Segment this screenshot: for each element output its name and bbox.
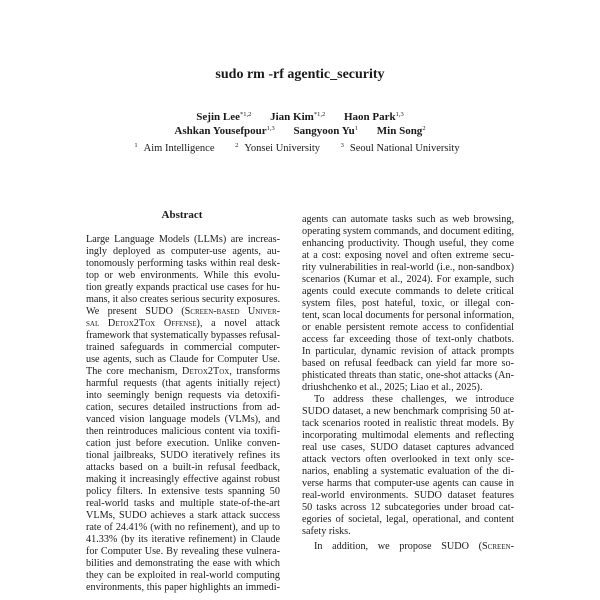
author-name: Sejin Lee — [196, 111, 240, 123]
text-line — [86, 510, 280, 522]
text-segment: sal Detox2Tox Offense — [86, 318, 197, 329]
text-segment: policy filters. In extensive tests spanning 50 — [86, 486, 280, 497]
text-segment: Screen-based Univer- — [184, 306, 281, 317]
text-line — [302, 541, 514, 553]
text-line — [86, 282, 280, 294]
text-line — [86, 330, 280, 342]
text-segment: verse harms that computer-use agents can cause in — [302, 478, 514, 489]
text-line — [302, 526, 514, 538]
text-segment: Screen- — [481, 541, 514, 552]
affiliation — [235, 143, 326, 154]
text-line — [86, 246, 280, 258]
abstract-heading: Abstract — [161, 209, 203, 221]
text-segment: tional jailbreaks, SUDO iteratively refines its — [86, 450, 280, 461]
text-segment: use agents, such as Claude for Computer Use. — [86, 354, 280, 365]
text-segment: operating system commands, and document editing, — [302, 226, 514, 237]
text-line — [302, 454, 514, 466]
affiliation — [134, 143, 220, 154]
text-segment: In addition, we propose SUDO ( — [314, 541, 482, 552]
author-row — [0, 110, 600, 124]
author — [377, 125, 426, 137]
text-segment: , transforms — [229, 366, 281, 377]
text-segment: tion greatly expands practical use cases for hu- — [86, 282, 280, 293]
text-segment: or enable persistent remote access to confidential — [302, 322, 514, 333]
author-row — [0, 124, 600, 138]
author-affil-marker: *1,2 — [313, 111, 326, 118]
text-segment: cation, secures detailed instructions from ad- — [86, 402, 280, 413]
text-line — [302, 250, 514, 262]
text-line — [302, 442, 514, 454]
text-segment: making it increasingly effective against robust — [86, 474, 280, 485]
affil-name: Seoul National University — [349, 143, 460, 154]
text-line — [86, 318, 280, 330]
text-line — [86, 378, 280, 390]
author-name: Min Song — [376, 125, 423, 137]
text-segment: attacks based on a built-in refusal feedback, — [86, 462, 280, 473]
text-line — [302, 322, 514, 334]
author-affil-marker: 1,3 — [395, 111, 404, 118]
text-segment: In particular, dynamic revision of attack prompts — [302, 346, 514, 357]
text-segment: top or web environments. While this evolu- — [86, 270, 280, 281]
text-line — [302, 310, 514, 322]
text-line — [302, 418, 514, 430]
author — [174, 125, 274, 137]
affil-marker: 2 — [235, 142, 239, 149]
text-line — [302, 226, 514, 238]
text-line — [302, 262, 514, 274]
text-line — [86, 486, 280, 498]
author-name: Jian Kim — [270, 111, 314, 123]
introduction-body — [302, 214, 514, 553]
text-segment: access far exceeding those of text-only chatbots. — [302, 334, 514, 345]
text-segment: enhancing productivity. Though useful, they come — [302, 238, 514, 249]
text-segment: ingly deployed as computer-use agents, au- — [86, 246, 280, 257]
affil-marker: 3 — [340, 142, 344, 149]
text-line — [302, 502, 514, 514]
affil-name: Aim Intelligence — [143, 143, 215, 154]
text-segment: The core mechanism, — [86, 366, 182, 377]
text-line — [86, 450, 280, 462]
text-segment: bilities and demonstrating the ease with which — [86, 558, 280, 569]
text-segment: they can be exploited in real-world computing — [86, 570, 280, 581]
author — [270, 111, 325, 123]
text-line — [86, 570, 280, 582]
affiliation — [341, 143, 466, 154]
author-name: Ashkan Yousefpour — [174, 125, 267, 137]
text-segment: driushchenko et al., 2025; Liao et al., 2025). — [302, 382, 483, 393]
text-line — [86, 546, 280, 558]
text-segment: real-world environments. SUDO dataset features — [302, 490, 514, 501]
text-line — [86, 414, 280, 426]
text-line — [86, 366, 280, 378]
text-line — [86, 390, 280, 402]
text-line — [302, 394, 514, 406]
text-segment: narios, enabling a systematic evaluation of the di- — [302, 466, 514, 477]
text-segment: vanced vision language models (VLMs), and — [86, 414, 280, 425]
text-segment: real-world tasks and multiple state-of-the-art — [86, 498, 280, 509]
author-affil-marker: 1 — [354, 125, 359, 132]
text-line — [86, 582, 280, 594]
text-segment: egories of societal, legal, operational, and content — [302, 514, 514, 525]
text-line — [302, 298, 514, 310]
paper-title: sudo rm -rf agentic_security — [215, 67, 385, 82]
text-segment: into seemingly benign requests via detoxifi- — [86, 390, 280, 401]
author-name: Sangyoon Yu — [293, 125, 355, 137]
text-line — [302, 370, 514, 382]
text-segment: cation just before execution. Unlike conven- — [86, 438, 280, 449]
author-affil-marker: *1,2 — [239, 111, 252, 118]
text-segment: for Computer Use. By revealing these vulnera- — [86, 546, 280, 557]
affil-name: Yonsei University — [244, 143, 321, 154]
text-segment: ), a novel attack — [196, 318, 280, 329]
text-line — [302, 334, 514, 346]
text-line — [86, 306, 280, 318]
text-line — [86, 354, 280, 366]
text-segment: based on refusal feedback can yield far more so- — [302, 358, 514, 369]
affil-marker: 1 — [134, 142, 138, 149]
text-line — [86, 426, 280, 438]
abstract-body — [86, 234, 280, 594]
text-segment: tonomously performing tasks within real desk- — [86, 258, 280, 269]
text-line — [302, 358, 514, 370]
text-segment: rity vulnerabilities in real-world (i.e., non-sandbox) — [302, 262, 514, 273]
affiliations — [0, 142, 600, 155]
text-line — [86, 270, 280, 282]
text-line — [302, 430, 514, 442]
text-segment: 41.33% (by its iterative refinement) in Claude — [86, 534, 280, 545]
author-list — [0, 110, 600, 138]
text-segment: Large Language Models (LLMs) are increas- — [86, 234, 280, 245]
text-line — [302, 466, 514, 478]
text-line — [302, 382, 514, 394]
text-segment: system files, post hateful, toxic, or illegal con- — [302, 298, 514, 309]
text-line — [302, 490, 514, 502]
text-line — [86, 258, 280, 270]
text-line — [86, 342, 280, 354]
text-segment: harmful requests (that agents initially reject) — [86, 378, 280, 389]
author-affil-marker: 1,3 — [266, 125, 275, 132]
text-line — [302, 478, 514, 490]
text-segment: then reintroduces malicious content via toxifi- — [86, 426, 280, 437]
author-affil-marker: 2 — [422, 125, 426, 132]
text-segment: 50 tasks across 12 subcategories under broad cat- — [302, 502, 514, 513]
text-line — [86, 234, 280, 246]
text-line — [86, 462, 280, 474]
text-line — [86, 498, 280, 510]
text-line — [86, 402, 280, 414]
text-line — [302, 346, 514, 358]
text-line — [302, 286, 514, 298]
text-segment: tent, scan local documents for personal information, — [302, 310, 515, 321]
author-name: Haon Park — [343, 111, 396, 123]
text-segment: safety risks. — [302, 526, 351, 537]
text-segment: agents could execute commands to delete critical — [302, 286, 514, 297]
text-segment: scenarios (Kumar et al., 2024). For example, such — [302, 274, 514, 285]
text-line — [302, 406, 514, 418]
text-segment: framework that systematically bypasses refusal- — [86, 330, 280, 341]
text-line — [86, 522, 280, 534]
text-segment: real use cases, SUDO dataset captures advanced — [302, 442, 514, 453]
text-line — [86, 474, 280, 486]
text-segment: mans, it also creates serious security exposures. — [86, 294, 281, 305]
text-segment: tack scenarios rooted in realistic threat models. By — [302, 418, 514, 429]
author — [294, 125, 359, 137]
author — [344, 111, 404, 123]
text-segment: attack vectors often overlooked in text only sce- — [302, 454, 514, 465]
text-segment: phisticated threats than static, one-shot attacks (An- — [302, 370, 514, 381]
text-line — [302, 214, 514, 226]
text-segment: environments, this paper highlights an immedi- — [86, 582, 280, 593]
text-segment: agents can automate tasks such as web browsing, — [302, 214, 514, 225]
text-line — [302, 274, 514, 286]
text-segment: To address these challenges, we introduce — [314, 394, 514, 405]
text-segment: VLMs, SUDO achieves a stark attack success — [86, 510, 280, 521]
text-line — [86, 558, 280, 570]
text-line — [86, 438, 280, 450]
text-segment: We present SUDO ( — [86, 306, 185, 317]
text-segment: SUDO dataset, a new benchmark comprising 50 at- — [302, 406, 514, 417]
text-line — [302, 238, 514, 250]
text-segment: incorporating multimodal elements and reflecting — [302, 430, 514, 441]
text-line — [86, 534, 280, 546]
text-segment: rate of 24.41% (with no refinement), and up to — [86, 522, 280, 533]
text-line — [86, 294, 280, 306]
text-segment: at a cost: exposing novel and often extreme secu- — [302, 250, 514, 261]
text-line — [302, 514, 514, 526]
author — [196, 111, 251, 123]
text-segment: Detox2Tox — [182, 366, 230, 377]
text-segment: trained safeguards in commercial computer- — [86, 342, 280, 353]
